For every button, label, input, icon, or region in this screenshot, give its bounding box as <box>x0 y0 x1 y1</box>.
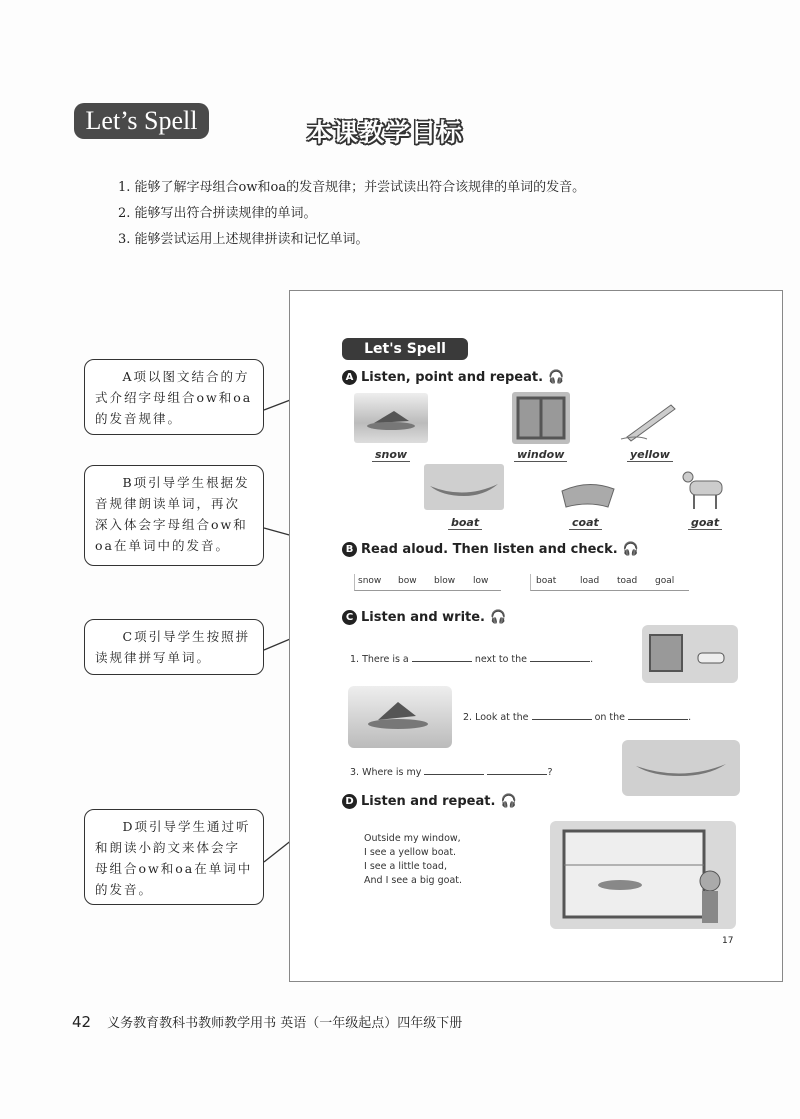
headphones-icon[interactable]: 🎧 <box>622 542 639 557</box>
word-window: window <box>514 448 567 462</box>
c-sentence-1: 1. There is a next to the . <box>350 654 594 665</box>
check-word-snow[interactable]: snow <box>358 576 382 586</box>
footer <box>72 1012 462 1031</box>
poem: Outside my window, I see a yellow boat. I see a little toad, And I see a big goat. <box>364 833 463 886</box>
word-boat: boat <box>448 516 482 530</box>
headphones-icon[interactable]: 🎧 <box>500 794 517 809</box>
blank[interactable] <box>532 719 592 720</box>
blank[interactable] <box>424 774 484 775</box>
note-d: D项引导学生通过听和朗读小韵文来体会字母组合ow和oa在单词中的发音。 <box>84 809 264 905</box>
blank[interactable] <box>487 774 547 775</box>
textbook-page <box>289 290 783 982</box>
note-a: A项以图文结合的方式介绍字母组合ow和oa的发音规律。 <box>84 359 264 435</box>
check-word-toad[interactable]: toad <box>617 576 638 586</box>
c-sentence-2: 2. Look at the on the . <box>463 712 692 723</box>
check-word-blow[interactable]: blow <box>434 576 456 586</box>
book-title: 义务教育教科书教师教学用书 英语（一年级起点）四年级下册 <box>107 1016 463 1031</box>
section-d-heading: D Listen and repeat. 🎧 <box>342 794 517 809</box>
coat-picture <box>558 479 618 511</box>
blank[interactable] <box>530 661 590 662</box>
boat-picture <box>424 464 504 510</box>
yellow-pencil-picture <box>617 399 679 443</box>
section-a-heading: A Listen, point and repeat. 🎧 <box>342 370 564 385</box>
blank[interactable] <box>628 719 688 720</box>
window-picture <box>512 392 570 444</box>
objective-3: 3. 能够尝试运用上述规律拼读和记忆单词。 <box>118 232 369 247</box>
textbook-page-number: 17 <box>722 936 734 946</box>
objective-1: 1. 能够了解字母组合ow和oa的发音规律；并尝试读出符合该规律的单词的发音。 <box>118 180 586 195</box>
section-b-heading: B Read aloud. Then listen and check. 🎧 <box>342 542 639 557</box>
lets-spell-tab: Let’s Spell <box>74 103 209 139</box>
word-goat: goat <box>688 516 722 530</box>
check-word-load[interactable]: load <box>580 576 600 586</box>
note-c: C项引导学生按照拼读规律拼写单词。 <box>84 619 264 675</box>
headphones-icon[interactable]: 🎧 <box>490 610 507 625</box>
snow-picture <box>354 393 428 443</box>
page-number: 42 <box>72 1013 92 1031</box>
boat-picture-2 <box>622 740 740 796</box>
c-sentence-3: 3. Where is my ? <box>350 767 553 778</box>
textbook-tab: Let's Spell <box>342 338 468 360</box>
goat-picture <box>680 467 732 511</box>
word-yellow: yellow <box>627 448 673 462</box>
objective-2: 2. 能够写出符合拼读规律的单词。 <box>118 206 317 221</box>
check-word-bow[interactable]: bow <box>398 576 417 586</box>
word-snow: snow <box>372 448 410 462</box>
note-b: B项引导学生根据发音规律朗读单词，再次深入体会字母组合ow和oa在单词中的发音。 <box>84 465 264 566</box>
headphones-icon[interactable]: 🎧 <box>548 370 565 385</box>
window-scene-picture <box>550 821 736 929</box>
window-goat-picture <box>642 625 738 683</box>
check-word-goal[interactable]: goal <box>655 576 675 586</box>
word-coat: coat <box>569 516 602 530</box>
check-word-boat[interactable]: boat <box>536 576 557 586</box>
blank[interactable] <box>412 661 472 662</box>
teaching-goal-title: 本课教学目标 <box>306 118 463 147</box>
section-c-heading: C Listen and write. 🎧 <box>342 610 506 625</box>
boat-sea-picture <box>348 686 452 748</box>
check-word-low[interactable]: low <box>473 576 489 586</box>
